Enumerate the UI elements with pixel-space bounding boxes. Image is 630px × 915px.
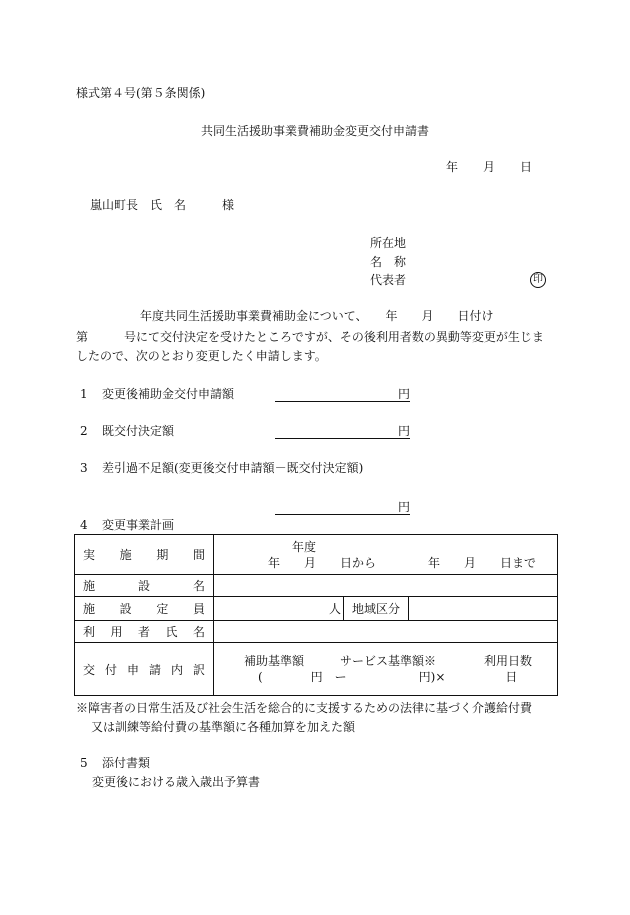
- item-2-number: 2: [80, 424, 88, 438]
- period-to: 年 月 日まで: [428, 556, 537, 570]
- plan-heading: 変更事業計画: [102, 518, 175, 532]
- date-month: 月: [483, 160, 496, 174]
- seal-mark: 印: [530, 272, 546, 288]
- item-1-amount-line: [275, 401, 410, 402]
- item-1-label: 変更後補助金交付申請額: [102, 387, 235, 401]
- item-1-unit: 円: [398, 387, 411, 401]
- capacity-label: 施設定員: [75, 597, 214, 621]
- item-3-label: 差引過不足額(変更後交付申請額－既交付決定額): [102, 461, 364, 475]
- capacity-value: 人: [214, 597, 344, 621]
- attachments-item: 変更後における歳入歳出予算書: [92, 775, 261, 789]
- plan-table: [74, 534, 558, 696]
- applicant-name-label: 名 称: [370, 255, 407, 269]
- body-line-2: 第 号にて交付決定を受けたところですが、その後利用者数の異動等変更が生じま: [76, 330, 544, 344]
- region-label: 地域区分: [344, 597, 409, 621]
- plan-row-capacity: [75, 597, 558, 621]
- breakdown-label: 交付申請内訳: [75, 643, 214, 696]
- note-line-1: ※障害者の日常生活及び社会生活を総合的に支援するための法律に基づく介護給付費: [76, 701, 533, 715]
- date-day: 日: [520, 160, 533, 174]
- item-3-number: 3: [80, 461, 88, 475]
- item-1-number: 1: [80, 387, 88, 401]
- plan-row-users: [75, 621, 558, 643]
- applicant-address-label: 所在地: [370, 236, 407, 250]
- item-2-amount-line: [275, 438, 410, 439]
- breakdown-head: 補助基準額 サービス基準額※ 利用日数: [244, 654, 533, 668]
- applicant-rep-label: 代表者: [370, 273, 407, 287]
- region-value: [409, 597, 558, 621]
- period-label: 実施期間: [75, 535, 214, 575]
- plan-row-period: [75, 535, 558, 575]
- document-title: 共同生活援助事業費補助金変更交付申請書: [201, 124, 430, 138]
- attachments-heading: 添付書類: [102, 756, 151, 770]
- item-2-label: 既交付決定額: [102, 424, 175, 438]
- plan-row-facility: [75, 575, 558, 597]
- item-2-unit: 円: [398, 424, 411, 438]
- item-3-unit: 円: [398, 500, 411, 514]
- facility-value: [214, 575, 558, 597]
- attachments-number: 5: [80, 756, 88, 770]
- body-line-1: 年度共同生活援助事業費補助金について、 年 月 日付け: [140, 309, 494, 323]
- date-year: 年: [446, 160, 459, 174]
- addressee: 嵐山町長 氏 名 様: [90, 198, 235, 212]
- facility-label: 施設名: [75, 575, 214, 597]
- period-nendo: 年度: [292, 540, 317, 554]
- users-label: 利用者氏名: [75, 621, 214, 643]
- body-line-3: したので、次のとおり変更したく申請します。: [76, 349, 327, 363]
- period-from: 年 月 日から: [268, 556, 377, 570]
- item-3-amount-line: [275, 514, 410, 515]
- breakdown-formula: ( 円 ー 円)× 日: [258, 670, 518, 684]
- note-line-2: 又は訓練等給付費の基準額に各種加算を加えた額: [91, 720, 356, 734]
- form-number: 様式第４号(第５条関係): [76, 86, 206, 100]
- plan-number: 4: [80, 518, 88, 532]
- period-value: [214, 535, 558, 575]
- breakdown-value: [214, 643, 558, 696]
- plan-row-breakdown: [75, 643, 558, 696]
- users-value: [214, 621, 558, 643]
